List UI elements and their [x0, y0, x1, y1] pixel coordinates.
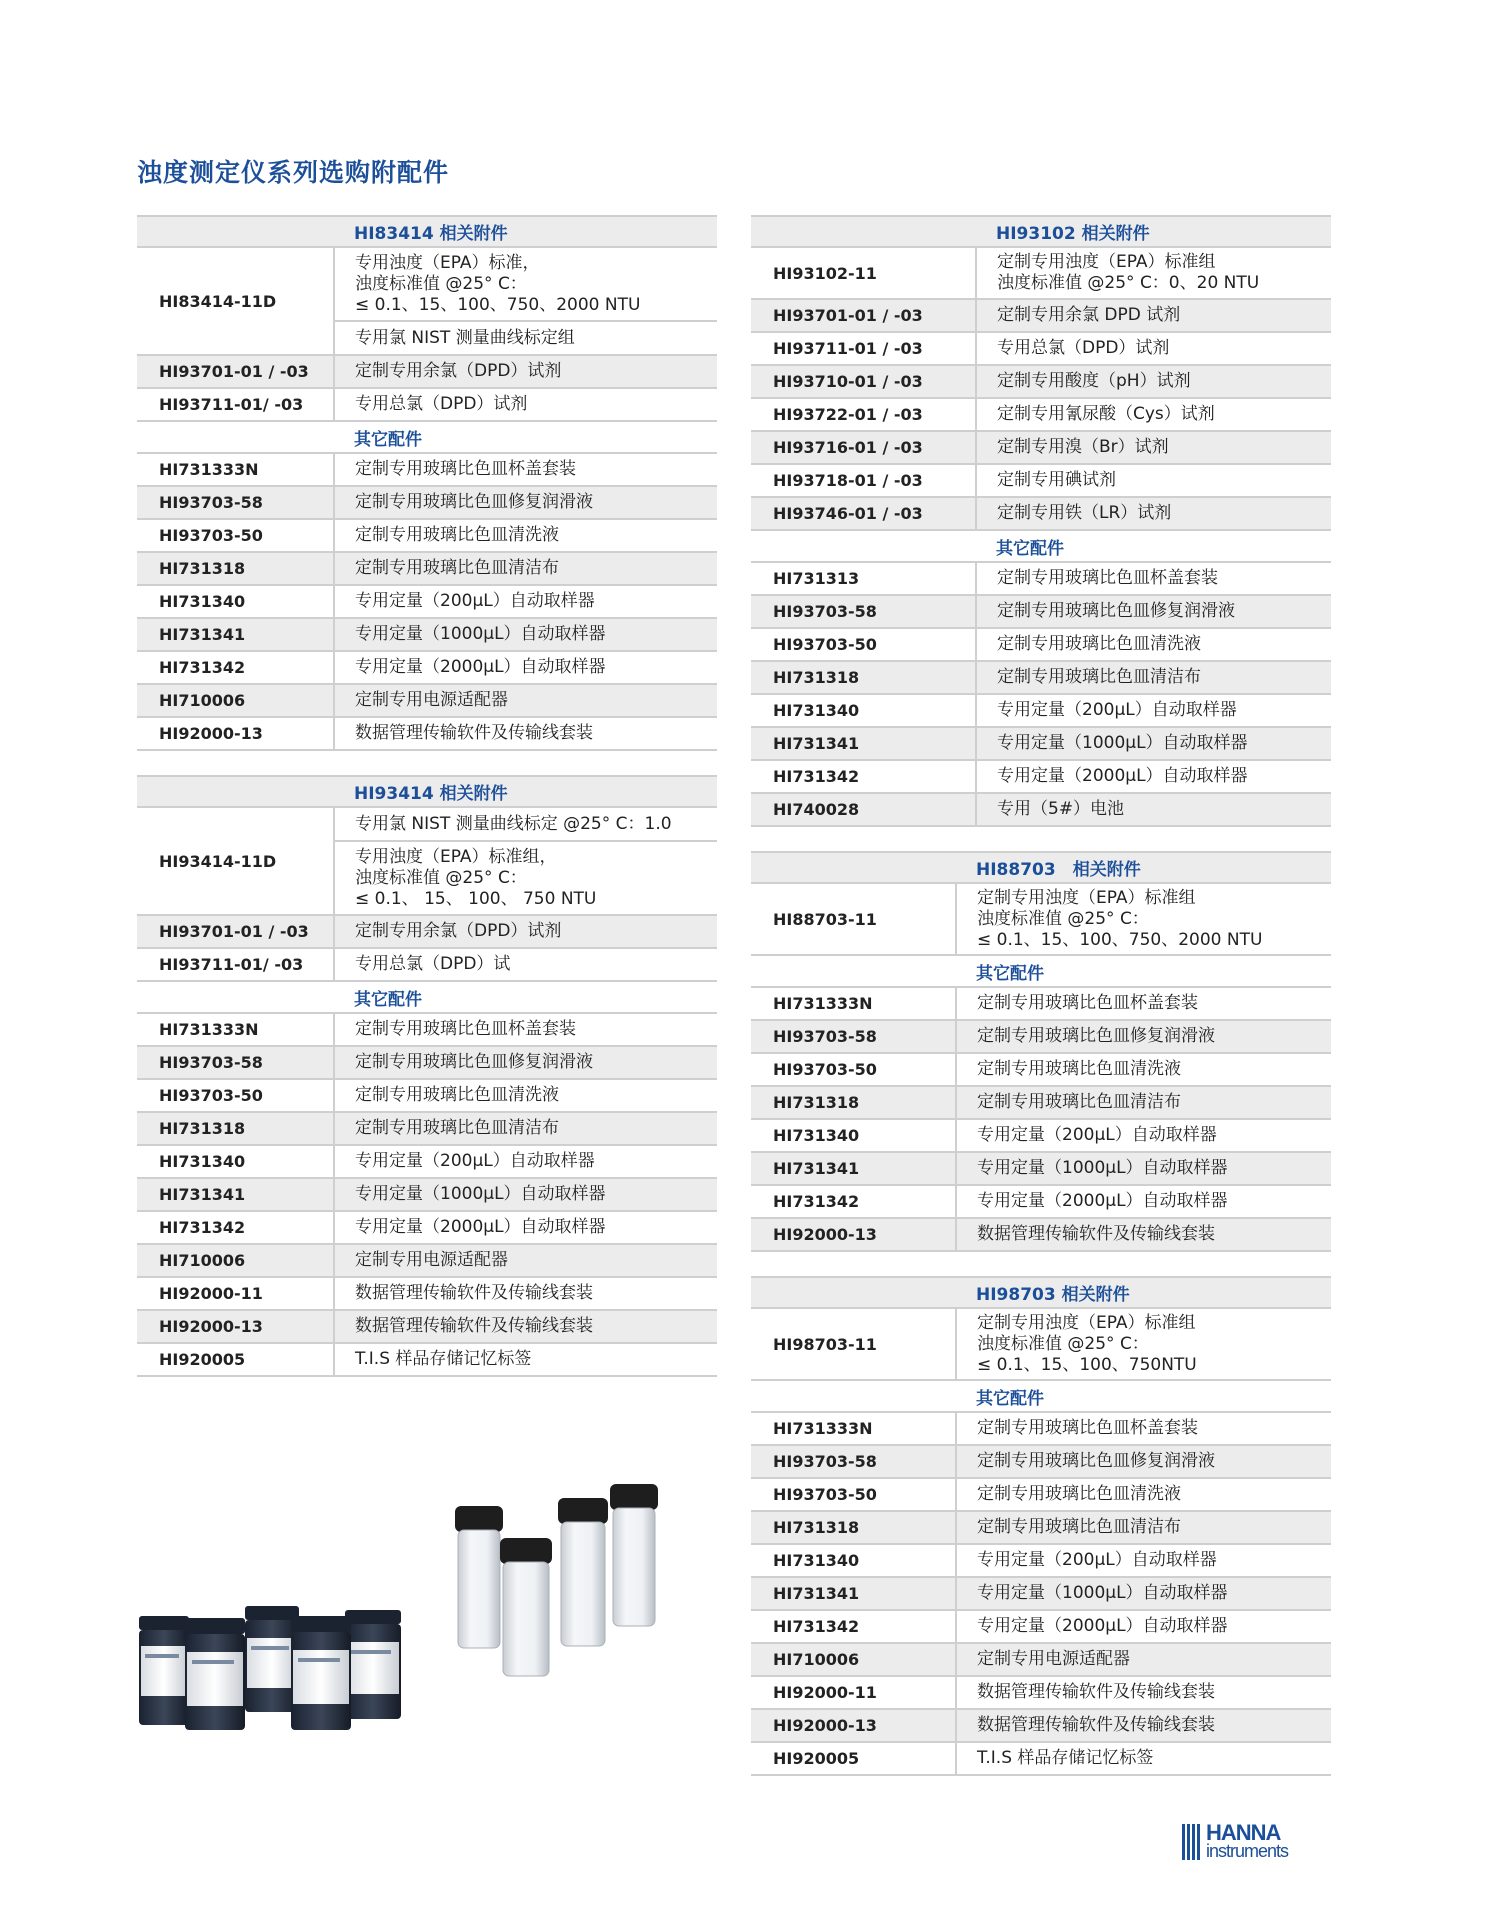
table-header — [137, 776, 717, 807]
item-description — [976, 431, 1331, 464]
table-row — [751, 1152, 1331, 1185]
description-line: 专用（5#）电池 — [997, 799, 1125, 819]
description-line: 数据管理传输软件及传输线套装 — [355, 1316, 593, 1336]
table-row — [137, 1112, 717, 1145]
description-line: 专用定量（1000μL）自动取样器 — [977, 1583, 1228, 1603]
description-line: 定制专用浊度（EPA）标准组 — [997, 252, 1216, 272]
section-subheader-label: 其它配件 — [976, 530, 1331, 562]
section-subheader-label: 其它配件 — [956, 955, 1331, 987]
description-line: 专用定量（200μL）自动取样器 — [977, 1550, 1217, 1570]
description-line: 专用氯 NIST 测量曲线标定 @25° C：1.0 — [355, 813, 672, 834]
description-line: 定制专用铁（LR）试剂 — [997, 503, 1172, 523]
item-description — [976, 247, 1331, 299]
table-header-title: HI98703 相关附件 — [956, 1277, 1331, 1308]
description-line: 定制专用玻璃比色皿杯盖套装 — [355, 459, 576, 479]
table-row — [137, 717, 717, 750]
description-line: 定制专用溴（Br）试剂 — [997, 437, 1169, 457]
item-description — [976, 727, 1331, 760]
item-description — [334, 519, 717, 552]
item-code: HI731341 — [751, 727, 976, 760]
table-row — [751, 1119, 1331, 1152]
item-code: HI93703-58 — [137, 1046, 334, 1079]
description-line: 专用定量（2000μL）自动取样器 — [997, 766, 1248, 786]
item-code: HI92000-13 — [751, 1218, 956, 1251]
glass-cuvettes-image — [450, 1476, 665, 1681]
table-row — [137, 1178, 717, 1211]
table-row — [137, 651, 717, 684]
item-description — [334, 1079, 717, 1112]
table-row — [137, 1343, 717, 1376]
item-description — [956, 1053, 1331, 1086]
item-description — [956, 1152, 1331, 1185]
table-row — [137, 1013, 717, 1046]
description-line: 浊度标准值 @25° C： — [355, 273, 527, 294]
item-description — [956, 1020, 1331, 1053]
table-row — [751, 883, 1331, 955]
description-line: 浊度标准值 @25° C：0、20 NTU — [997, 273, 1260, 293]
description-line: 定制专用浊度（EPA）标准组 — [977, 887, 1196, 908]
table-row — [751, 1577, 1331, 1610]
item-code: HI83414-11D — [137, 247, 334, 355]
item-code: HI731333N — [751, 987, 956, 1020]
table-header-title: HI88703 相关附件 — [956, 852, 1331, 883]
accessory-table — [751, 851, 1331, 1252]
item-description — [976, 661, 1331, 694]
item-description — [976, 760, 1331, 793]
table-row — [751, 1185, 1331, 1218]
table-row — [137, 585, 717, 618]
hanna-logo — [1182, 1820, 1332, 1864]
description-line: 数据管理传输软件及传输线套装 — [977, 1224, 1215, 1244]
item-code: HI93703-50 — [137, 1079, 334, 1112]
item-description — [976, 497, 1331, 530]
section-subheader — [751, 1380, 1331, 1412]
table-row — [751, 793, 1331, 826]
description-line: 专用定量（1000μL）自动取样器 — [355, 624, 606, 644]
table-row — [137, 1211, 717, 1244]
item-description — [956, 1544, 1331, 1577]
item-code: HI93711-01/ -03 — [137, 388, 334, 421]
item-code: HI93722-01 / -03 — [751, 398, 976, 431]
item-description — [334, 684, 717, 717]
table-row — [751, 727, 1331, 760]
item-code: HI731341 — [751, 1577, 956, 1610]
table-row — [137, 1079, 717, 1112]
section-subheader — [751, 530, 1331, 562]
item-code: HI93710-01 / -03 — [751, 365, 976, 398]
item-description — [956, 1185, 1331, 1218]
item-code: HI731340 — [137, 585, 334, 618]
item-description — [956, 1478, 1331, 1511]
item-description — [976, 793, 1331, 826]
table-row — [751, 1709, 1331, 1742]
description-line: 专用浊度（EPA）标准组， — [355, 846, 557, 867]
description-line: 定制专用碘试剂 — [997, 470, 1116, 490]
item-description — [334, 1112, 717, 1145]
item-description — [976, 562, 1331, 595]
table-row — [137, 519, 717, 552]
item-description — [976, 332, 1331, 365]
item-code: HI731340 — [751, 1119, 956, 1152]
description-line: ≤ 0.1、15、100、750、2000 NTU — [355, 294, 641, 315]
table-row — [751, 1511, 1331, 1544]
item-code: HI731318 — [751, 1086, 956, 1119]
accessory-table — [751, 1276, 1331, 1776]
table-row — [751, 1053, 1331, 1086]
logo-sub: instruments — [1206, 1841, 1289, 1861]
description-line: 专用定量（200μL）自动取样器 — [977, 1125, 1217, 1145]
item-code: HI731318 — [137, 1112, 334, 1145]
table-header — [751, 216, 1331, 247]
item-code: HI98703-11 — [751, 1308, 956, 1380]
item-description — [334, 585, 717, 618]
table-header-title: HI93414 相关附件 — [334, 776, 717, 807]
table-row — [751, 398, 1331, 431]
item-code: HI92000-13 — [751, 1709, 956, 1742]
item-description — [976, 365, 1331, 398]
description-line: 定制专用余氯（DPD）试剂 — [355, 361, 562, 381]
description-line: 专用定量（2000μL）自动取样器 — [355, 1217, 606, 1237]
item-description — [334, 453, 717, 486]
table-row — [137, 552, 717, 585]
item-code: HI93703-58 — [751, 1020, 956, 1053]
item-code: HI93703-50 — [751, 1053, 956, 1086]
description-line: 定制专用浊度（EPA）标准组 — [977, 1312, 1196, 1333]
description-line: 定制专用玻璃比色皿修复润滑液 — [977, 1026, 1215, 1046]
item-code: HI731342 — [137, 1211, 334, 1244]
description-line: 专用总氯（DPD）试剂 — [355, 394, 528, 414]
table-row — [751, 365, 1331, 398]
item-description — [334, 388, 717, 421]
item-code: HI731340 — [137, 1145, 334, 1178]
item-description — [976, 464, 1331, 497]
item-code: HI731333N — [137, 453, 334, 486]
item-code: HI93746-01 / -03 — [751, 497, 976, 530]
table-row — [751, 1020, 1331, 1053]
item-code: HI93716-01 / -03 — [751, 431, 976, 464]
description-line: 数据管理传输软件及传输线套装 — [977, 1682, 1215, 1702]
item-description — [334, 651, 717, 684]
table-row — [751, 1218, 1331, 1251]
item-code: HI731318 — [751, 661, 976, 694]
item-code: HI93703-50 — [751, 1478, 956, 1511]
accessory-table — [137, 215, 717, 751]
table-row — [137, 247, 717, 321]
table-row — [751, 299, 1331, 332]
item-description — [956, 987, 1331, 1020]
description-line: 定制专用玻璃比色皿修复润滑液 — [977, 1451, 1215, 1471]
description-line: 专用定量（200μL）自动取样器 — [997, 700, 1237, 720]
item-description — [976, 595, 1331, 628]
item-code: HI93703-50 — [751, 628, 976, 661]
table-row — [751, 1308, 1331, 1380]
item-code: HI731342 — [137, 651, 334, 684]
item-code: HI710006 — [137, 684, 334, 717]
description-line: 定制专用电源适配器 — [977, 1649, 1130, 1669]
description-line: 定制专用玻璃比色皿清洗液 — [355, 525, 559, 545]
table-header — [751, 1277, 1331, 1308]
item-code: HI93703-58 — [137, 486, 334, 519]
item-code: HI93701-01 / -03 — [137, 355, 334, 388]
table-row — [751, 1742, 1331, 1775]
table-row — [751, 1610, 1331, 1643]
item-description — [334, 1277, 717, 1310]
item-description — [956, 1610, 1331, 1643]
item-description — [956, 1308, 1331, 1380]
table-row — [751, 247, 1331, 299]
table-row — [137, 453, 717, 486]
item-code: HI93718-01 / -03 — [751, 464, 976, 497]
table-row — [137, 618, 717, 651]
item-description — [334, 355, 717, 388]
item-code: HI740028 — [751, 793, 976, 826]
description-line: 定制专用玻璃比色皿修复润滑液 — [355, 492, 593, 512]
table-row — [751, 1086, 1331, 1119]
table-row — [751, 497, 1331, 530]
item-code: HI731341 — [137, 1178, 334, 1211]
item-description — [956, 1643, 1331, 1676]
description-line: 定制专用玻璃比色皿清洁布 — [997, 667, 1201, 687]
item-description — [334, 1013, 717, 1046]
section-subheader — [137, 421, 717, 453]
item-description — [956, 1218, 1331, 1251]
item-description — [334, 841, 717, 915]
description-line: ≤ 0.1、15、100、750、2000 NTU — [977, 929, 1263, 950]
item-code: HI731318 — [137, 552, 334, 585]
table-row — [137, 1244, 717, 1277]
description-line: 定制专用玻璃比色皿修复润滑液 — [355, 1052, 593, 1072]
item-code: HI88703-11 — [751, 883, 956, 955]
table-row — [137, 1046, 717, 1079]
item-description — [956, 1445, 1331, 1478]
item-code: HI93711-01 / -03 — [751, 332, 976, 365]
description-line: 定制专用玻璃比色皿杯盖套装 — [997, 568, 1218, 588]
item-code: HI93703-50 — [137, 519, 334, 552]
table-row — [751, 1676, 1331, 1709]
description-line: 定制专用玻璃比色皿杯盖套装 — [977, 1418, 1198, 1438]
accessory-table — [751, 215, 1331, 827]
item-description — [956, 1676, 1331, 1709]
item-code: HI93102-11 — [751, 247, 976, 299]
table-row — [751, 332, 1331, 365]
description-line: ≤ 0.1、 15、 100、 750 NTU — [355, 888, 597, 909]
description-line: 专用定量（200μL）自动取样器 — [355, 1151, 595, 1171]
table-row — [751, 987, 1331, 1020]
table-row — [137, 684, 717, 717]
item-code: HI731333N — [751, 1412, 956, 1445]
description-line: 数据管理传输软件及传输线套装 — [355, 1283, 593, 1303]
item-code: HI731333N — [137, 1013, 334, 1046]
description-line: 专用总氯（DPD）试剂 — [997, 338, 1170, 358]
description-line: 定制专用玻璃比色皿杯盖套装 — [977, 993, 1198, 1013]
description-line: 定制专用余氯（DPD）试剂 — [355, 921, 562, 941]
table-row — [751, 628, 1331, 661]
item-description — [956, 1119, 1331, 1152]
description-line: 定制专用玻璃比色皿清洁布 — [355, 1118, 559, 1138]
description-line: 专用定量（1000μL）自动取样器 — [355, 1184, 606, 1204]
item-code: HI93701-01 / -03 — [137, 915, 334, 948]
table-row — [137, 486, 717, 519]
item-description — [334, 1211, 717, 1244]
item-description — [334, 807, 717, 841]
item-description — [976, 299, 1331, 332]
item-code: HI92000-11 — [751, 1676, 956, 1709]
item-description — [956, 1742, 1331, 1775]
description-line: 专用定量（2000μL）自动取样器 — [977, 1191, 1228, 1211]
item-code: HI93414-11D — [137, 807, 334, 915]
table-row — [751, 431, 1331, 464]
item-description — [956, 1412, 1331, 1445]
description-line: T.I.S 样品存储记忆标签 — [977, 1748, 1154, 1768]
table-row — [137, 1277, 717, 1310]
item-description — [956, 1709, 1331, 1742]
table-row — [751, 1412, 1331, 1445]
item-description — [956, 1086, 1331, 1119]
item-code: HI710006 — [137, 1244, 334, 1277]
table-header-title: HI83414 相关附件 — [334, 216, 717, 247]
table-row — [137, 807, 717, 841]
description-line: 定制专用玻璃比色皿杯盖套装 — [355, 1019, 576, 1039]
description-line: 定制专用玻璃比色皿清洁布 — [977, 1092, 1181, 1112]
description-line: 专用定量（2000μL）自动取样器 — [355, 657, 606, 677]
item-description — [334, 247, 717, 321]
item-description — [334, 948, 717, 981]
description-line: 定制专用玻璃比色皿清洗液 — [977, 1059, 1181, 1079]
description-line: 浊度标准值 @25° C： — [977, 908, 1149, 929]
table-row — [137, 948, 717, 981]
item-code: HI92000-13 — [137, 1310, 334, 1343]
item-code: HI920005 — [137, 1343, 334, 1376]
description-line: 定制专用玻璃比色皿修复润滑液 — [997, 601, 1235, 621]
page-title: 浊度测定仪系列选购附配件 — [137, 158, 450, 187]
table-row — [751, 694, 1331, 727]
item-description — [956, 1511, 1331, 1544]
item-code: HI93703-58 — [751, 1445, 956, 1478]
section-subheader-label: 其它配件 — [956, 1380, 1331, 1412]
table-row — [751, 562, 1331, 595]
item-description — [334, 618, 717, 651]
item-description — [334, 1343, 717, 1376]
item-description — [956, 883, 1331, 955]
item-code: HI731342 — [751, 1610, 956, 1643]
table-row — [751, 464, 1331, 497]
table-row — [751, 1643, 1331, 1676]
description-line: 浊度标准值 @25° C： — [355, 867, 527, 888]
description-line: T.I.S 样品存储记忆标签 — [355, 1349, 532, 1369]
description-line: 专用定量（200μL）自动取样器 — [355, 591, 595, 611]
item-code: HI731318 — [751, 1511, 956, 1544]
description-line: 专用氯 NIST 测量曲线标定组 — [355, 327, 575, 348]
logo-brand: HANNA — [1206, 1820, 1281, 1845]
table-row — [137, 1145, 717, 1178]
item-description — [334, 915, 717, 948]
accessory-table — [137, 775, 717, 1377]
table-row — [751, 595, 1331, 628]
table-row — [137, 1310, 717, 1343]
table-header — [137, 216, 717, 247]
item-code: HI731342 — [751, 760, 976, 793]
description-line: 定制专用酸度（pH）试剂 — [997, 371, 1191, 391]
item-code: HI92000-13 — [137, 717, 334, 750]
item-code: HI731342 — [751, 1185, 956, 1218]
item-description — [334, 1046, 717, 1079]
description-line: 专用浊度（EPA）标准， — [355, 252, 540, 273]
description-line: 定制专用玻璃比色皿清洗液 — [977, 1484, 1181, 1504]
item-description — [956, 1577, 1331, 1610]
table-header — [751, 852, 1331, 883]
section-subheader — [137, 981, 717, 1013]
item-code: HI93703-58 — [751, 595, 976, 628]
table-row — [751, 1445, 1331, 1478]
item-description — [334, 1178, 717, 1211]
item-description — [976, 694, 1331, 727]
item-description — [334, 321, 717, 355]
item-code: HI731341 — [751, 1152, 956, 1185]
item-description — [334, 486, 717, 519]
description-line: 定制专用玻璃比色皿清洁布 — [977, 1517, 1181, 1537]
description-line: 定制专用玻璃比色皿清洁布 — [355, 558, 559, 578]
reagent-bottles-image — [137, 1598, 407, 1733]
description-line: 定制专用玻璃比色皿清洗液 — [997, 634, 1201, 654]
description-line: 专用总氯（DPD）试 — [355, 954, 511, 974]
description-line: 定制专用电源适配器 — [355, 690, 508, 710]
table-row — [751, 1544, 1331, 1577]
table-row — [137, 355, 717, 388]
description-line: 定制专用余氯 DPD 试剂 — [997, 305, 1181, 325]
table-header-title: HI93102 相关附件 — [976, 216, 1331, 247]
description-line: 数据管理传输软件及传输线套装 — [355, 723, 593, 743]
item-description — [334, 552, 717, 585]
item-description — [976, 398, 1331, 431]
item-code: HI93711-01/ -03 — [137, 948, 334, 981]
section-subheader-label: 其它配件 — [334, 981, 717, 1013]
item-code: HI731340 — [751, 694, 976, 727]
item-description — [334, 717, 717, 750]
table-row — [751, 760, 1331, 793]
table-row — [137, 915, 717, 948]
item-code: HI731313 — [751, 562, 976, 595]
item-code: HI92000-11 — [137, 1277, 334, 1310]
description-line: ≤ 0.1、15、100、750NTU — [977, 1354, 1197, 1375]
description-line: 定制专用氰尿酸（Cys）试剂 — [997, 404, 1215, 424]
item-code: HI710006 — [751, 1643, 956, 1676]
description-line: 定制专用电源适配器 — [355, 1250, 508, 1270]
item-code: HI731340 — [751, 1544, 956, 1577]
item-description — [334, 1244, 717, 1277]
description-line: 专用定量（2000μL）自动取样器 — [977, 1616, 1228, 1636]
item-description — [334, 1310, 717, 1343]
table-row — [751, 1478, 1331, 1511]
description-line: 浊度标准值 @25° C： — [977, 1333, 1149, 1354]
left-column — [137, 215, 717, 1377]
section-subheader-label: 其它配件 — [334, 421, 717, 453]
item-description — [334, 1145, 717, 1178]
description-line: 专用定量（1000μL）自动取样器 — [997, 733, 1248, 753]
description-line: 定制专用玻璃比色皿清洗液 — [355, 1085, 559, 1105]
item-code: HI93701-01 / -03 — [751, 299, 976, 332]
item-code: HI731341 — [137, 618, 334, 651]
section-subheader — [751, 955, 1331, 987]
description-line: 数据管理传输软件及传输线套装 — [977, 1715, 1215, 1735]
table-row — [137, 388, 717, 421]
right-column — [751, 215, 1331, 1776]
item-code: HI920005 — [751, 1742, 956, 1775]
description-line: 专用定量（1000μL）自动取样器 — [977, 1158, 1228, 1178]
item-description — [976, 628, 1331, 661]
table-row — [751, 661, 1331, 694]
